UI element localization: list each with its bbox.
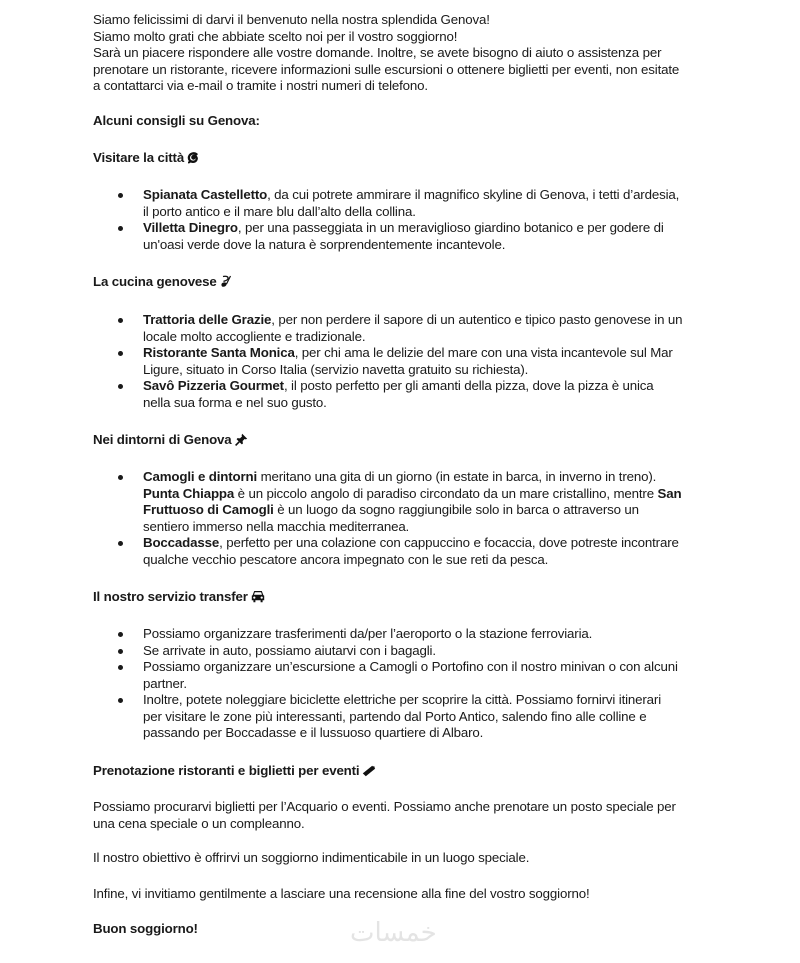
item-text: , per una passeggiata in un meraviglioso giardino botanico e per godere di (237, 220, 664, 235)
bullet (118, 665, 123, 670)
ticket-icon (362, 765, 376, 777)
list-item (143, 187, 679, 204)
list-item-cont: nella sua forma e nel suo gusto. (143, 394, 327, 410)
list-item: Se arrivate in auto, possiamo aiutarvi con i bagagli. (143, 642, 436, 658)
watermark: خمسات (350, 918, 437, 948)
list-item (143, 312, 682, 329)
list-item-cont: partner. (143, 675, 187, 691)
place-name: Boccadasse (143, 535, 220, 550)
place-name: Punta Chiappa (143, 485, 235, 501)
section-heading-cuisine (93, 274, 233, 291)
list-item-cont: il porto antico e il mare blu dall’alto della collina. (143, 203, 416, 219)
place-name: Camogli e dintorni (143, 469, 258, 484)
list-item: Inoltre, potete noleggiare biciclette elettriche per scoprire la città. Possiamo fornirvi itinerari (143, 692, 662, 707)
section-heading-visit (93, 150, 200, 167)
bullet (118, 698, 123, 703)
list-item-cont: per visitare le zone più interessanti, partendo dal Porto Antico, salendo fino alle colline e (143, 708, 647, 724)
bullet (118, 226, 123, 231)
bullet (118, 193, 123, 198)
intro-line: a contattarci via e-mail o tramite i nostri numeri di telefono. (93, 78, 428, 93)
list-item-cont (143, 502, 639, 519)
tips-heading: Alcuni consigli su Genova: (93, 113, 260, 128)
stew-spoon-icon (220, 275, 233, 288)
place-name: Fruttuoso di Camogli (143, 502, 274, 517)
bullet (118, 632, 123, 637)
bullet (118, 475, 123, 480)
section-title: Visitare la città (93, 150, 185, 165)
item-text: , il posto perfetto per gli amanti della pizza, dove la pizza è unica (283, 378, 654, 393)
bullet (118, 351, 123, 356)
bullet (118, 649, 123, 654)
car-icon (251, 590, 265, 603)
cyclone-icon (187, 152, 200, 164)
farewell-text: Buon soggiorno! (93, 921, 198, 936)
section-heading-transfer (93, 589, 265, 606)
list-item (143, 469, 656, 486)
list-item-cont (143, 486, 681, 503)
item-text: , da cui potrete ammirare il magnifico skyline di Genova, i tetti d’ardesia, (267, 187, 680, 202)
list-item-cont: sentiero immerso nella macchia mediterranea. (143, 518, 410, 534)
booking-paragraph: Possiamo procurarvi biglietti per l’Acquario o eventi. Possiamo anche prenotare un posto speciale per (93, 799, 676, 814)
list-item-cont: locale molto accogliente e tradizionale. (143, 328, 366, 344)
section-title: Nei dintorni di Genova (93, 432, 232, 447)
bullet (118, 384, 123, 389)
item-text: meritano una gita di un giorno (in estate in barca, in inverno in treno). (257, 469, 657, 484)
section-heading-booking (93, 763, 376, 780)
list-item-cont: qualche vecchio pescatore ancora impegnato con le sue reti da pesca. (143, 551, 549, 567)
place-name: Savô Pizzeria Gourmet (143, 378, 284, 393)
place-name: Villetta Dinegro (143, 220, 238, 235)
bullet (118, 318, 123, 323)
section-title: Il nostro servizio transfer (93, 589, 248, 604)
bullet (118, 541, 123, 546)
intro-line: prenotare un ristorante, ricevere informazioni sulle escursioni o ottenere biglietti per eventi, non esitate (93, 61, 680, 77)
list-item: Possiamo organizzare un’escursione a Camogli o Portofino con il nostro minivan o con alcuni (143, 659, 678, 674)
list-item (143, 345, 673, 362)
place-name: San (657, 485, 682, 501)
section-title: Prenotazione ristoranti e biglietti per eventi (93, 763, 360, 778)
section-heading-surroundings (93, 432, 248, 449)
list-item-cont: un'oasi verde dove la natura è sorprendentemente incantevole. (143, 236, 506, 252)
intro-line: Siamo felicissimi di darvi il benvenuto nella nostra splendida Genova! (93, 12, 490, 27)
place-name: Ristorante Santa Monica (143, 345, 295, 360)
place-name: Trattoria delle Grazie (143, 312, 272, 327)
intro-line: Sarà un piacere rispondere alle vostre domande. Inoltre, se avete bisogno di aiuto o assistenza per (93, 45, 662, 60)
review-request-text: Infine, vi invitiamo gentilmente a lasciare una recensione alla fine del vostro soggiorno! (93, 886, 590, 901)
booking-paragraph: una cena speciale o un compleanno. (93, 815, 305, 831)
pushpin-icon (235, 433, 248, 446)
item-text: , perfetto per una colazione con cappuccino e focaccia, dove potreste incontrare (219, 535, 679, 550)
list-item: Possiamo organizzare trasferimenti da/per l’aeroporto o la stazione ferroviaria. (143, 626, 593, 641)
list-item-cont: Ligure, situato in Corso Italia (servizio navetta gratuito su richiesta). (143, 361, 529, 377)
place-name: Spianata Castelletto (143, 187, 268, 202)
list-item (143, 378, 654, 395)
list-item-cont: passando per Boccadasse e il lussuoso quartiere di Albaro. (143, 725, 484, 740)
goal-text: Il nostro obiettivo è offrirvi un soggiorno indimenticabile in un luogo speciale. (93, 850, 530, 865)
item-text: , per non perdere il sapore di un autentico e tipico pasto genovese in un (271, 312, 683, 327)
intro-line: Siamo molto grati che abbiate scelto noi per il vostro soggiorno! (93, 28, 458, 44)
item-text: è un piccolo angolo di paradiso circondato da un mare cristallino, mentre (234, 485, 658, 501)
item-text: è un luogo da sogno raggiungibile solo in barca o attraverso un (273, 502, 639, 517)
item-text: , per chi ama le delizie del mare con una vista incantevole sul Mar (294, 345, 673, 360)
section-title: La cucina genovese (93, 274, 217, 289)
list-item (143, 220, 664, 237)
list-item (143, 535, 679, 552)
